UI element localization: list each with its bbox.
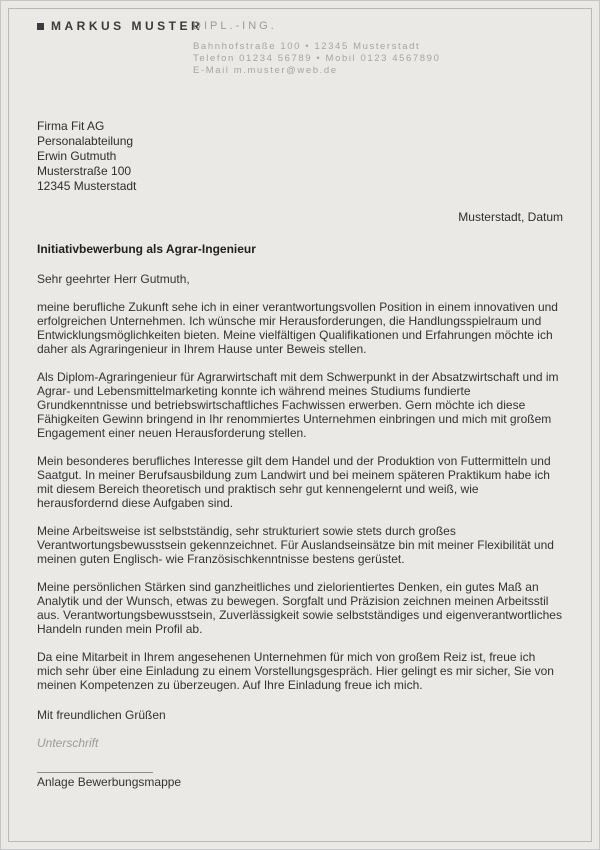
recipient-city: 12345 Musterstadt [37,179,137,193]
letterhead-name-row [37,19,563,33]
logo-square-icon [37,23,44,30]
letter-content [9,9,591,841]
subject-line: Initiativbewerbung als Agrar-Ingenieur [37,242,256,256]
body-paragraph: meine berufliche Zukunft sehe ich in einer verantwortungsvollen Position in einem innovativen und erfolgreichen Unternehmen. Ich wünsche mir Herausforderungen, die Handlungsspielraum und Entwicklungsmöglichkeiten bieten. Meine vielfältigen Qualifikationen und Erfahrungen möchte ich daher als Agraringenieur in Ihrem Hause unter Beweis stellen. [37,300,558,356]
enclosure-note: Anlage Bewerbungsmappe [37,775,182,789]
sender-phone: Telefon 01234 56789 • Mobil 0123 4567890 [193,53,441,64]
sender-contact-block [193,41,563,77]
body-paragraph: Meine Arbeitsweise ist selbstständig, sehr strukturiert sowie stets durch großes Verantwortungsbewusstsein gekennzeichnet. Für Auslandseinsätze bin mit meiner Flexibilität und meinen guten Englisch- wie Französischkenntnisse bestens gerüstet. [37,524,554,566]
salutation: Sehr geehrter Herr Gutmuth, [37,272,190,286]
recipient-company: Firma Fit AG [37,119,105,133]
sender-name: MARKUS MUSTER [51,19,204,33]
recipient-street: Musterstraße 100 [37,164,132,178]
signature-placeholder: Unterschrift [37,736,99,750]
sender-address: Bahnhofstraße 100 • 12345 Musterstadt [193,41,421,52]
recipient-address-block [37,119,563,194]
enclosure-block [37,772,563,789]
body-paragraph: Mein besonderes berufliches Interesse gilt dem Handel und der Produktion von Futtermitteln und Saatgut. In meiner Berufsausbildung zum Landwirt und bei meinem späteren Praktikum habe ich mit diesem Bereich theoretisch und praktisch sehr gut kennengelernt und weiß, wie herausfordernd diese Aufgaben sind. [37,454,551,510]
body-paragraph: Da eine Mitarbeit in Ihrem angesehenen Unternehmen für mich von großem Reiz ist, freue ich mich sehr über eine Einladung zu einem Vorstellungsgespräch. Hier gelingt es mir sicher, Sie von meinen Kompetenzen zu überzeugen. Auf Ihre Einladung freue ich mich. [37,650,554,692]
recipient-contact-person: Erwin Gutmuth [37,149,117,163]
closing-formula: Mit freundlichen Grüßen [37,708,166,722]
dateline: Musterstadt, Datum [458,210,563,224]
recipient-department: Personalabteilung [37,134,134,148]
letterhead [37,19,563,77]
enclosure-divider [37,772,153,773]
body-paragraph: Meine persönlichen Stärken sind ganzheitliches und zielorientiertes Denken, ein gutes Maß an Analytik und der Wunsch, etwas zu bewegen. Sorgfalt und Präzision zeichnen meinen Arbeitsstil aus. Verantwortungsbewusstsein, Zuverlässigkeit sowie selbstständiges und eigenverantwortliches Handeln runden mein Profil ab. [37,580,562,636]
sender-title: DIPL.-ING. [193,20,277,32]
sender-email: E-Mail m.muster@web.de [193,65,338,76]
body-paragraph: Als Diplom-Agraringenieur für Agrarwirtschaft mit dem Schwerpunkt in der Absatzwirtschaft und im Agrar- und Lebensmittelmarketing konnte ich während meines Studiums fundierte Grundkenntnisse und betriebswirtschaftliches Fachwissen erwerben. Gern möchte ich diese Fähigkeiten Gewinn bringend in Ihr renommiertes Unternehmen einbringen und mich mit großem Engagement einer neuen Herausforderung stellen. [37,370,559,440]
